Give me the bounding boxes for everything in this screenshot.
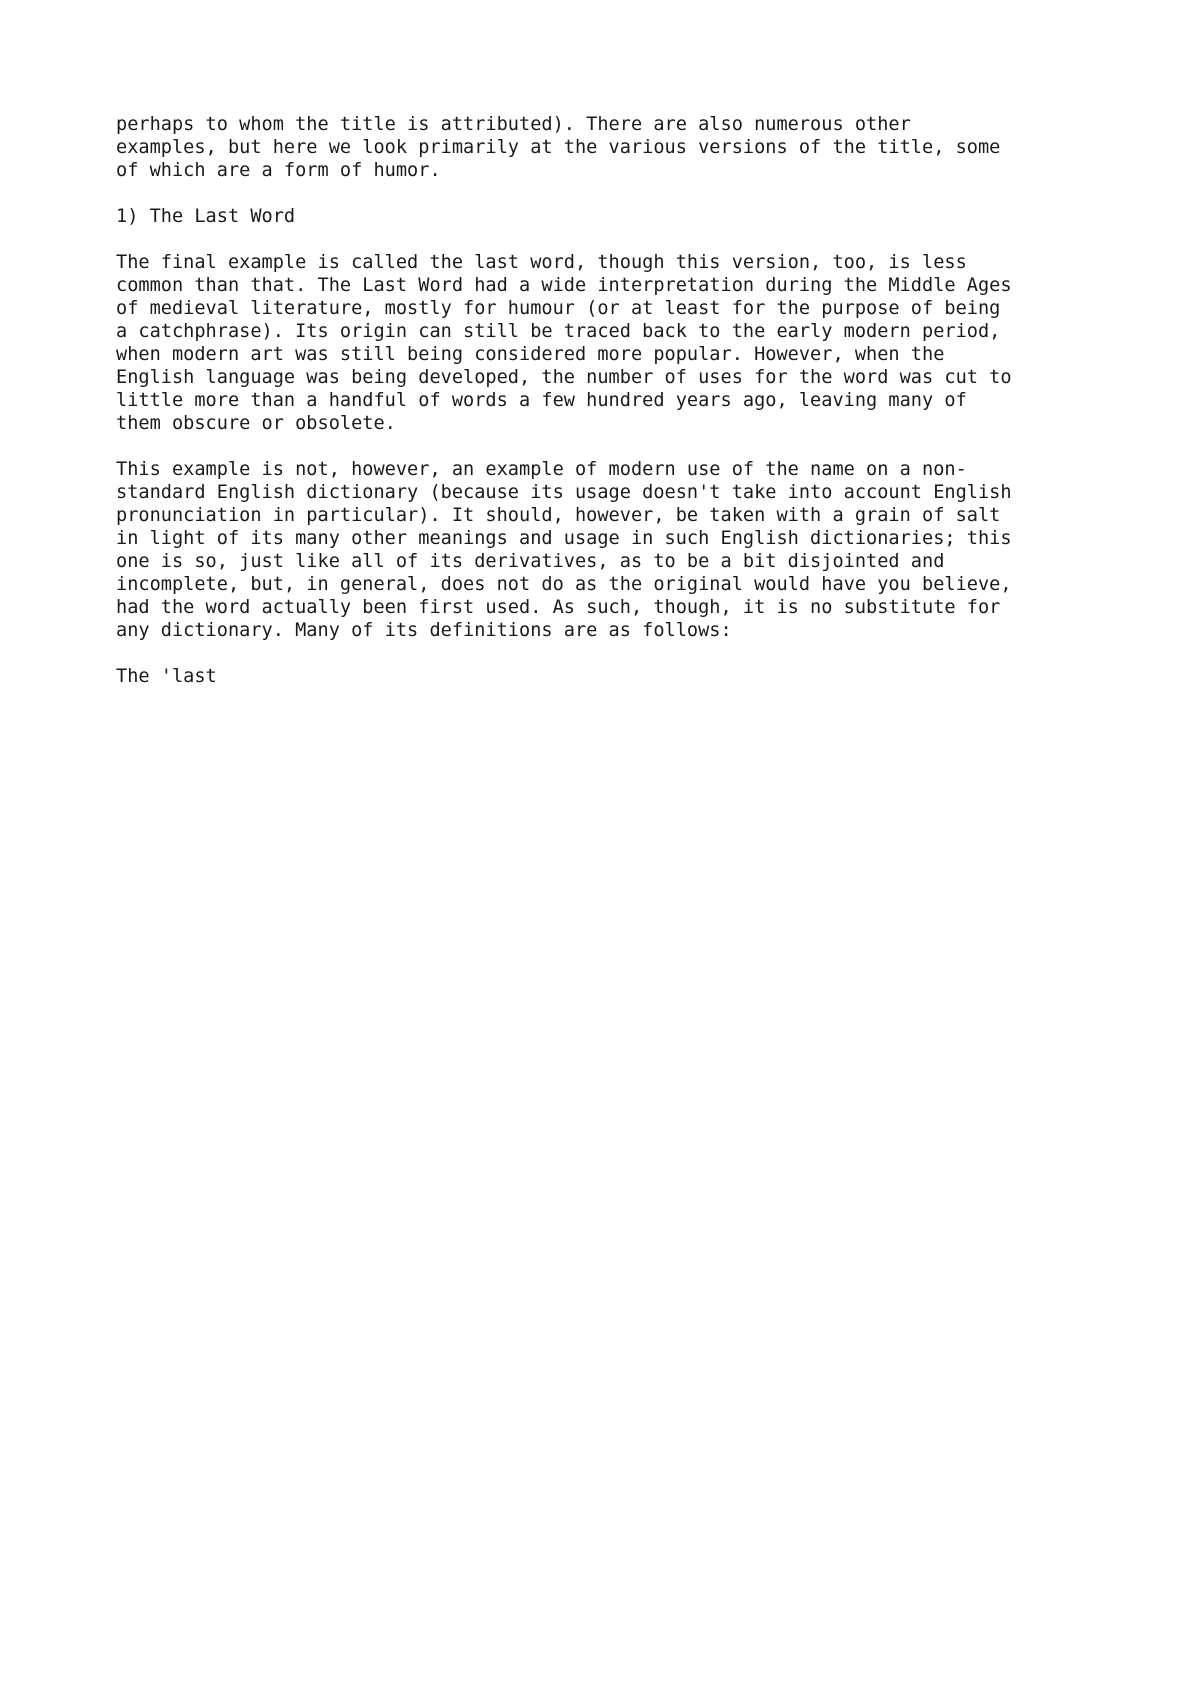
paragraph-truncated: The 'last [116, 666, 217, 687]
section-heading: 1) The Last Word [116, 206, 296, 227]
document-page [116, 113, 1136, 711]
paragraph-last-word: The final example is called the last word, though this version, too, is less common than that. The Last Word had a wide interpretation during the Middle Ages of medieval literature, mostly for humour (or at least for the purpose of being a catchphrase). Its origin can still be traced back to the early modern period, when modern art was still being considered more popular. However, when the English language was being developed, the number of uses for the word was cut to little more than a handful of words a few hundred years ago, leaving many of them obscure or obsolete. [116, 252, 1012, 434]
paragraph-dictionary: This example is not, however, an example of modern use of the name on a non- standard English dictionary (because its usage doesn't take into account English pronunciation in particular). It should, however, be taken with a grain of salt in light of its many other meanings and usage in such English dictionaries; this one is so, just like all of its derivatives, as to be a bit disjointed and incomplete, but, in general, does not do as the original would have you believe, had the word actually been first used. As such, though, it is no substitute for any dictionary. Many of its definitions are as follows: [116, 459, 1012, 641]
paragraph-intro: perhaps to whom the title is attributed). There are also numerous other examples, but here we look primarily at the various versions of the title, some of which are a form of humor. [116, 114, 1001, 181]
